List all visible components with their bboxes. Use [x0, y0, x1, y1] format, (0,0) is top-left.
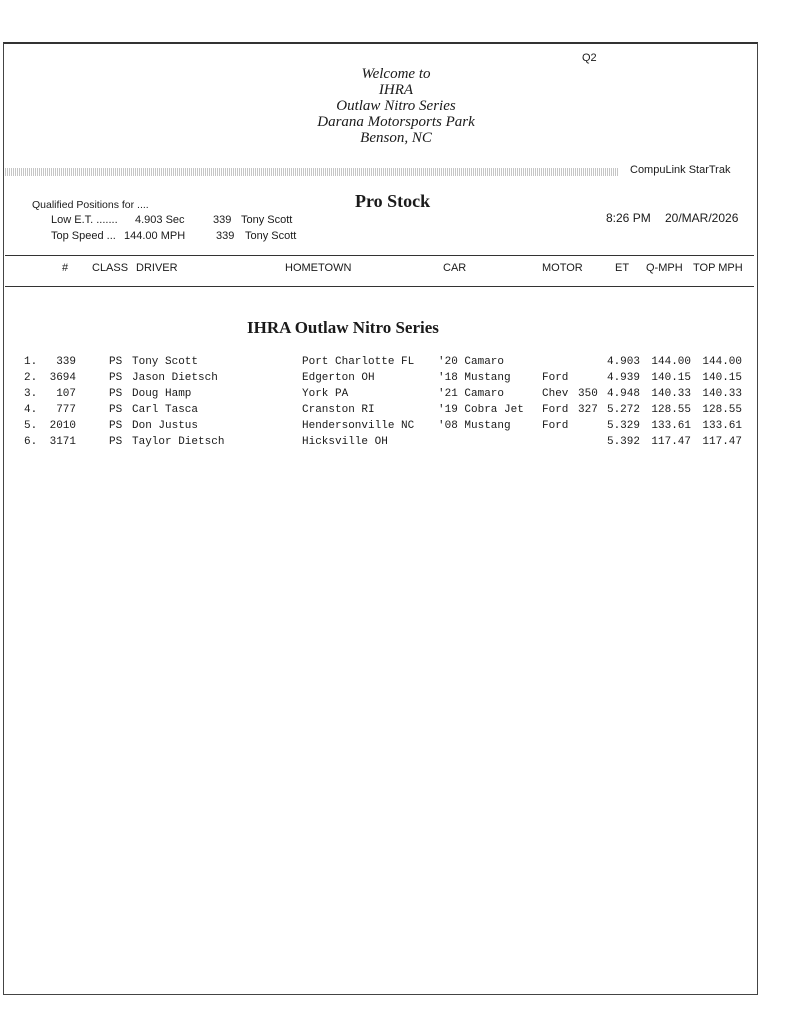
row-motor: Chev — [542, 388, 569, 400]
row-et: 5.392 — [606, 436, 640, 448]
qualified-label: Qualified Positions for .... — [32, 199, 149, 211]
row-motor: Ford — [542, 404, 569, 416]
row-number: 777 — [56, 404, 76, 416]
row-et: 4.903 — [606, 356, 640, 368]
col-et: ET — [615, 262, 630, 274]
row-car: '19 Cobra Jet — [438, 404, 524, 416]
col-class: CLASS — [92, 262, 129, 274]
top-speed-label: Top Speed ... — [51, 230, 116, 242]
welcome-line-3: Outlaw Nitro Series — [336, 98, 456, 114]
row-et: 4.948 — [606, 388, 640, 400]
row-top-mph: 140.33 — [702, 388, 742, 400]
row-top-mph: 140.15 — [702, 372, 742, 384]
col-driver: DRIVER — [136, 262, 178, 274]
row-position: 2. — [24, 372, 38, 384]
row-hometown: Hendersonville NC — [302, 420, 415, 432]
row-et: 5.329 — [606, 420, 640, 432]
low-et-driver: Tony Scott — [241, 214, 293, 226]
col-hometown: HOMETOWN — [285, 262, 352, 274]
welcome-line-5: Benson, NC — [360, 130, 432, 146]
low-et-value: 4.903 Sec — [135, 214, 185, 226]
row-qmph: 117.47 — [651, 436, 691, 448]
row-number: 339 — [56, 356, 76, 368]
result-row — [0, 420, 786, 436]
row-class: PS — [109, 356, 123, 368]
top-speed-number: 339 — [216, 230, 235, 242]
row-car: '20 Camaro — [438, 356, 505, 368]
col-car: CAR — [443, 262, 467, 274]
welcome-line-1: Welcome to — [361, 66, 431, 82]
row-number: 3694 — [49, 372, 76, 384]
result-row — [0, 356, 786, 372]
result-row — [0, 372, 786, 388]
low-et-number: 339 — [213, 214, 232, 226]
system-label: CompuLink StarTrak — [630, 164, 731, 176]
row-cid: 350 — [578, 388, 598, 400]
row-car: '18 Mustang — [438, 372, 511, 384]
row-qmph: 133.61 — [651, 420, 691, 432]
row-position: 5. — [24, 420, 38, 432]
page-code: Q2 — [582, 52, 597, 64]
row-cid: 327 — [578, 404, 598, 416]
row-et: 4.939 — [606, 372, 640, 384]
row-top-mph: 133.61 — [702, 420, 742, 432]
row-driver: Don Justus — [132, 420, 199, 432]
col-qmph: Q-MPH — [646, 262, 683, 274]
row-top-mph: 117.47 — [702, 436, 742, 448]
row-motor: Ford — [542, 372, 569, 384]
col-motor: MOTOR — [542, 262, 583, 274]
row-driver: Doug Hamp — [132, 388, 192, 400]
row-car: '21 Camaro — [438, 388, 505, 400]
row-hometown: York PA — [302, 388, 349, 400]
header-rule-top — [5, 255, 754, 256]
row-position: 6. — [24, 436, 38, 448]
page-frame — [3, 42, 758, 995]
row-qmph: 144.00 — [651, 356, 691, 368]
top-speed-value: 144.00 MPH — [124, 230, 186, 242]
date: 20/MAR/2026 — [665, 211, 739, 225]
row-class: PS — [109, 372, 123, 384]
row-number: 3171 — [49, 436, 76, 448]
row-et: 5.272 — [606, 404, 640, 416]
row-motor: Ford — [542, 420, 569, 432]
row-class: PS — [109, 404, 123, 416]
welcome-line-4: Darana Motorsports Park — [317, 114, 475, 130]
row-qmph: 140.15 — [651, 372, 691, 384]
row-hometown: Port Charlotte FL — [302, 356, 415, 368]
row-driver: Carl Tasca — [132, 404, 199, 416]
row-car: '08 Mustang — [438, 420, 511, 432]
row-driver: Taylor Dietsch — [132, 436, 225, 448]
row-number: 2010 — [49, 420, 76, 432]
row-position: 4. — [24, 404, 38, 416]
row-top-mph: 144.00 — [702, 356, 742, 368]
top-speed-driver: Tony Scott — [245, 230, 297, 242]
row-class: PS — [109, 388, 123, 400]
class-title: Pro Stock — [355, 191, 431, 211]
col-num: # — [62, 262, 69, 274]
result-row — [0, 436, 786, 452]
welcome-line-2: IHRA — [378, 82, 414, 98]
row-driver: Tony Scott — [132, 356, 199, 368]
row-qmph: 140.33 — [651, 388, 691, 400]
row-hometown: Hicksville OH — [302, 436, 388, 448]
row-hometown: Cranston RI — [302, 404, 375, 416]
hatch-divider — [5, 168, 619, 176]
low-et-label: Low E.T. ....... — [51, 214, 118, 226]
row-class: PS — [109, 420, 123, 432]
result-row — [0, 388, 786, 404]
row-class: PS — [109, 436, 123, 448]
row-number: 107 — [56, 388, 76, 400]
row-top-mph: 128.55 — [702, 404, 742, 416]
series-title: IHRA Outlaw Nitro Series — [247, 318, 439, 337]
col-topmph: TOP MPH — [693, 262, 743, 274]
header-rule-bottom — [5, 286, 754, 287]
row-hometown: Edgerton OH — [302, 372, 375, 384]
result-row — [0, 404, 786, 420]
time: 8:26 PM — [606, 211, 651, 225]
row-position: 1. — [24, 356, 38, 368]
row-qmph: 128.55 — [651, 404, 691, 416]
row-driver: Jason Dietsch — [132, 372, 218, 384]
row-position: 3. — [24, 388, 38, 400]
